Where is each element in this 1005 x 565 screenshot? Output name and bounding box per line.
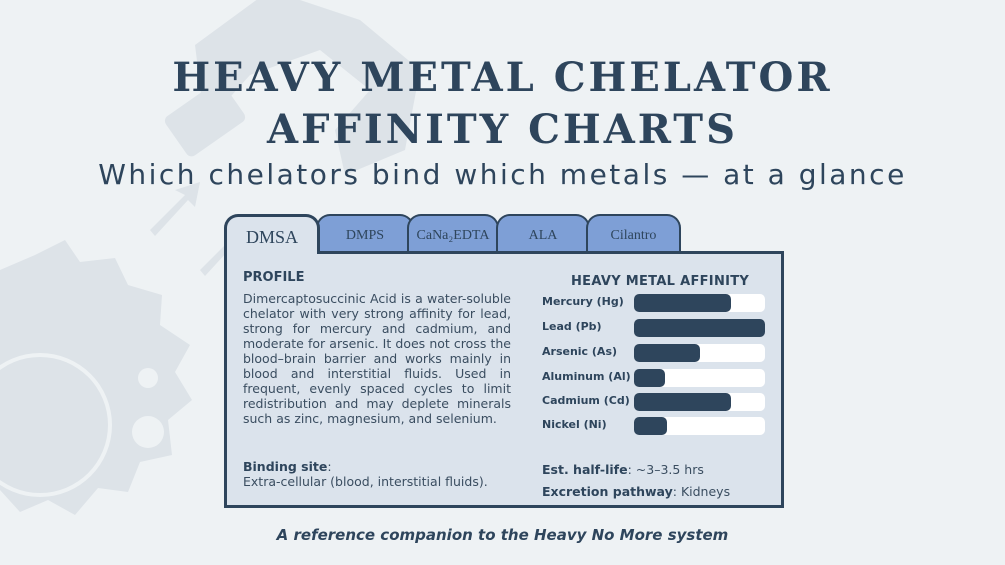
excretion-pathway [542, 481, 777, 503]
affinity-row-cadmium [542, 392, 772, 412]
page-title [0, 52, 1005, 156]
affinity-label: Arsenic (As) [542, 345, 618, 358]
chelator-facts [542, 459, 777, 503]
affinity-row-arsenic [542, 343, 772, 363]
binding-site [243, 459, 523, 489]
affinity-row-lead [542, 318, 772, 338]
excretion-label: Excretion pathway [542, 484, 673, 499]
affinity-track [634, 344, 765, 362]
affinity-track [634, 393, 765, 411]
affinity-bar [634, 369, 665, 387]
tab-dmps[interactable]: DMPS [316, 214, 414, 252]
affinity-track [634, 319, 765, 337]
affinity-label: Lead (Pb) [542, 320, 602, 333]
affinity-row-nickel [542, 416, 772, 436]
chelator-panel [224, 251, 784, 508]
affinity-bar [634, 319, 765, 337]
half-life-value: : ~3–3.5 hrs [627, 462, 704, 477]
affinity-bar [634, 393, 731, 411]
binding-site-label: Binding site [243, 459, 328, 474]
binding-site-colon: : [327, 459, 332, 474]
affinity-track [634, 417, 765, 435]
affinity-track [634, 369, 765, 387]
profile-text: Dimercaptosuccinic Acid is a water-soluble chelator with very strong affinity for lead, strong for mercury and cadmium, and moderate for arsenic. It does not cross the blood–brain barrier and works mainly in blood and interstitial fluids. Used in frequent, evenly spaced cycles to limit redistribution and may deplete minerals such as zinc, magnesium, and selenium. [243, 291, 511, 426]
half-life [542, 459, 777, 481]
affinity-bar [634, 417, 667, 435]
tab-cana2edta[interactable]: CaNa₂EDTA [407, 214, 499, 252]
tab-dmsa[interactable]: DMSA [224, 214, 320, 254]
page-subtitle: Which chelators bind which metals — at a glance [98, 158, 907, 191]
title-line-1: HEAVY METAL CHELATOR [172, 54, 833, 101]
affinity-label: Nickel (Ni) [542, 418, 607, 431]
affinity-row-aluminum [542, 368, 772, 388]
profile-heading: PROFILE [243, 270, 305, 285]
title-line-2: AFFINITY CHARTS [267, 106, 738, 153]
excretion-value: : Kidneys [672, 484, 731, 499]
tab-cilantro[interactable]: Cilantro [586, 214, 681, 252]
tab-ala[interactable]: ALA [496, 214, 590, 252]
affinity-label: Mercury (Hg) [542, 295, 624, 308]
half-life-label: Est. half-life [542, 462, 628, 477]
footer-tagline: A reference companion to the Heavy No More system [276, 526, 729, 544]
affinity-bar [634, 294, 731, 312]
affinity-label: Aluminum (Al) [542, 370, 631, 383]
affinity-row-mercury [542, 293, 772, 313]
affinity-heading: HEAVY METAL AFFINITY [571, 274, 750, 289]
affinity-label: Cadmium (Cd) [542, 394, 630, 407]
affinity-track [634, 294, 765, 312]
affinity-bar [634, 344, 700, 362]
binding-site-value: Extra-cellular (blood, interstitial fluids). [243, 474, 488, 489]
